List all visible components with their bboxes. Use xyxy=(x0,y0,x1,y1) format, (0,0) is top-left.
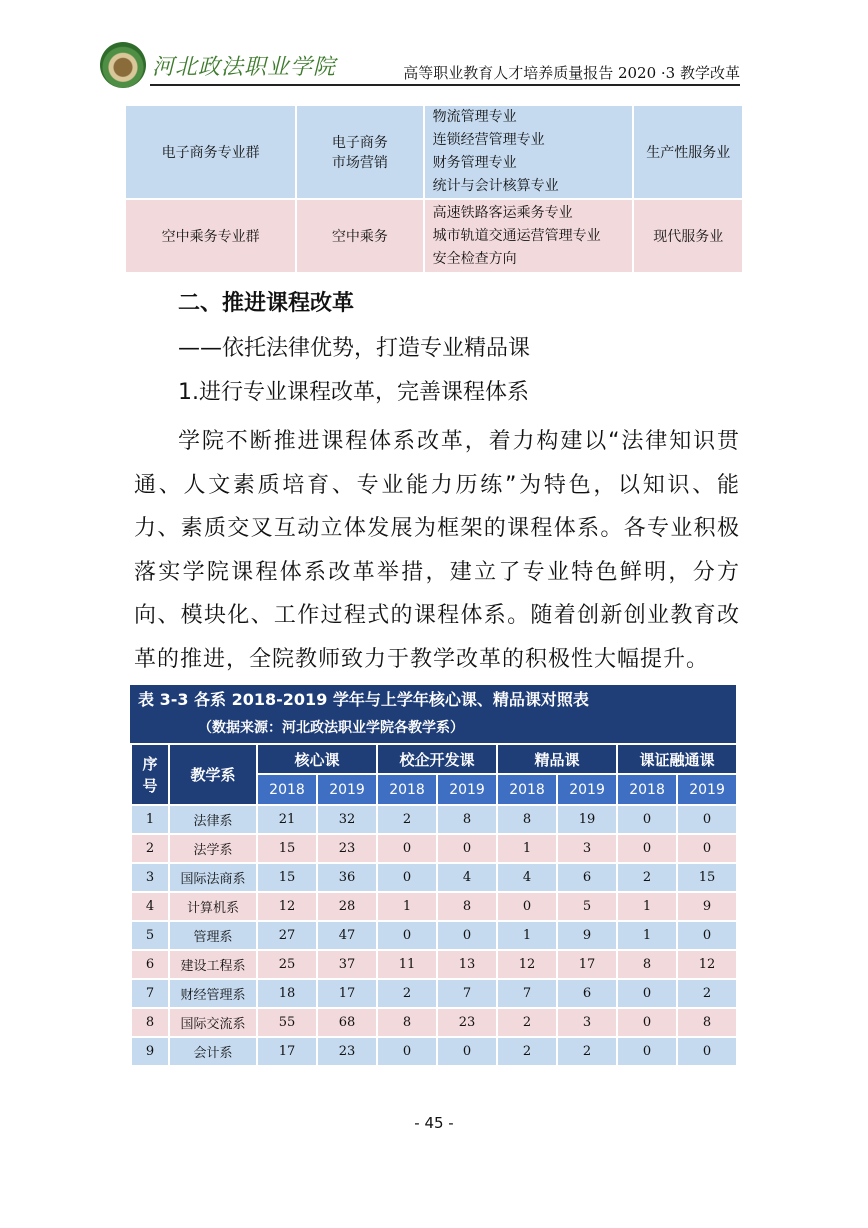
core-majors xyxy=(296,105,423,199)
value-cell: 0 xyxy=(617,1008,677,1037)
value-cell: 1 xyxy=(377,892,437,921)
value-cell: 11 xyxy=(377,950,437,979)
value-cell: 0 xyxy=(377,834,437,863)
value-cell: 2 xyxy=(377,805,437,834)
value-cell: 17 xyxy=(317,979,377,1008)
value-cell: 0 xyxy=(437,921,497,950)
department-cell: 建设工程系 xyxy=(169,950,257,979)
year-header: 2018 xyxy=(257,774,317,805)
value-cell: 23 xyxy=(317,1037,377,1066)
year-header: 2018 xyxy=(497,774,557,805)
value-cell: 18 xyxy=(257,979,317,1008)
value-cell: 15 xyxy=(257,834,317,863)
page-header xyxy=(100,40,740,86)
subsection-heading: 1.进行专业课程改革，完善课程体系 xyxy=(178,380,529,405)
major-item: 连锁经营管理专业 xyxy=(432,132,545,148)
value-cell: 21 xyxy=(257,805,317,834)
body-paragraph: 学院不断推进课程体系改革，着力构建以“法律知识贯通、人文素质培育、专业能力历练”为特色，以知识、能力、素质交叉互动立体发展为框架的课程体系。各专业积极落实学院课程体系改革举措，建立了专业特色鲜明，分方向、模块化、工作过程式的课程体系。随着创新创业教育改革的推进，全院教师致力于教学改革的积极性大幅提升。 xyxy=(134,429,740,672)
year-header: 2019 xyxy=(557,774,617,805)
department-cell: 国际交流系 xyxy=(169,1008,257,1037)
value-cell: 1 xyxy=(497,834,557,863)
value-cell: 4 xyxy=(497,863,557,892)
value-cell: 0 xyxy=(377,1037,437,1066)
value-cell: 37 xyxy=(317,950,377,979)
value-cell: 47 xyxy=(317,921,377,950)
value-cell: 0 xyxy=(677,834,737,863)
group-header: 精品课 xyxy=(497,744,617,774)
year-header: 2018 xyxy=(617,774,677,805)
value-cell: 13 xyxy=(437,950,497,979)
major-item: 高速铁路客运乘务专业 xyxy=(432,204,573,221)
value-cell: 23 xyxy=(317,834,377,863)
value-cell: 3 xyxy=(557,834,617,863)
col-no-header xyxy=(131,744,169,805)
value-cell: 2 xyxy=(557,1037,617,1066)
value-cell: 68 xyxy=(317,1008,377,1037)
value-cell: 2 xyxy=(617,863,677,892)
core-majors xyxy=(296,199,423,273)
major-item: 物流管理专业 xyxy=(432,109,517,125)
value-cell: 0 xyxy=(677,805,737,834)
related-majors xyxy=(424,105,634,199)
col-no-label: 序号 xyxy=(142,754,158,795)
row-number: 1 xyxy=(131,805,169,834)
department-cell: 管理系 xyxy=(169,921,257,950)
value-cell: 6 xyxy=(557,863,617,892)
row-number: 6 xyxy=(131,950,169,979)
table-row xyxy=(125,105,743,199)
year-header: 2019 xyxy=(437,774,497,805)
major-group-table xyxy=(124,104,744,274)
value-cell: 4 xyxy=(437,863,497,892)
value-cell: 8 xyxy=(617,950,677,979)
row-number: 2 xyxy=(131,834,169,863)
report-title: 高等职业教育人才培养质量报告 2020 ·3 教学改革 xyxy=(403,64,740,82)
value-cell: 0 xyxy=(377,863,437,892)
department-cell: 法学系 xyxy=(169,834,257,863)
value-cell: 25 xyxy=(257,950,317,979)
table-row xyxy=(131,863,737,892)
section-heading: 二、推进课程改革 xyxy=(178,291,355,316)
section-subheading: ——依托法律优势，打造专业精品课 xyxy=(178,336,531,361)
row-number: 5 xyxy=(131,921,169,950)
industry: 生产性服务业 xyxy=(633,105,743,199)
row-number: 3 xyxy=(131,863,169,892)
value-cell: 1 xyxy=(617,921,677,950)
header-divider xyxy=(150,84,740,86)
value-cell: 17 xyxy=(557,950,617,979)
course-comparison-table xyxy=(130,743,738,1067)
table-title: 表 3-3 各系 2018-2019 学年与上学年核心课、精品课对照表 xyxy=(130,685,736,714)
table-row xyxy=(131,921,737,950)
group-header: 课证融通课 xyxy=(617,744,737,774)
table-row xyxy=(131,1008,737,1037)
table-row xyxy=(131,979,737,1008)
col-dept-header: 教学系 xyxy=(169,744,257,805)
value-cell: 23 xyxy=(437,1008,497,1037)
group-name: 空中乘务专业群 xyxy=(125,199,296,273)
value-cell: 8 xyxy=(377,1008,437,1037)
value-cell: 0 xyxy=(617,805,677,834)
value-cell: 1 xyxy=(617,892,677,921)
table-row xyxy=(131,950,737,979)
table-row xyxy=(131,892,737,921)
value-cell: 2 xyxy=(677,979,737,1008)
row-number: 4 xyxy=(131,892,169,921)
value-cell: 5 xyxy=(557,892,617,921)
major-item: 城市轨道交通运营管理专业 xyxy=(432,227,601,244)
department-cell: 计算机系 xyxy=(169,892,257,921)
value-cell: 28 xyxy=(317,892,377,921)
value-cell: 0 xyxy=(617,1037,677,1066)
department-cell: 法律系 xyxy=(169,805,257,834)
value-cell: 0 xyxy=(377,921,437,950)
department-cell: 财经管理系 xyxy=(169,979,257,1008)
group-name: 电子商务专业群 xyxy=(125,105,296,199)
table-row xyxy=(131,805,737,834)
page-number: - 45 - xyxy=(414,1114,454,1132)
value-cell: 0 xyxy=(617,834,677,863)
value-cell: 9 xyxy=(557,921,617,950)
school-logo xyxy=(100,42,146,88)
value-cell: 8 xyxy=(437,805,497,834)
value-cell: 0 xyxy=(677,921,737,950)
year-header: 2019 xyxy=(677,774,737,805)
major-item: 安全检查方向 xyxy=(432,250,517,267)
major-item: 财务管理专业 xyxy=(432,155,517,171)
value-cell: 6 xyxy=(557,979,617,1008)
header-row xyxy=(131,744,737,774)
school-name: 河北政法职业学院 xyxy=(152,55,337,80)
row-number: 7 xyxy=(131,979,169,1008)
value-cell: 0 xyxy=(437,834,497,863)
core-major: 空中乘务 xyxy=(331,229,388,245)
core-major: 电子商务 xyxy=(331,135,388,151)
table-row xyxy=(131,834,737,863)
table-row xyxy=(125,199,743,273)
year-header: 2018 xyxy=(377,774,437,805)
year-header: 2019 xyxy=(317,774,377,805)
group-header: 核心课 xyxy=(257,744,377,774)
value-cell: 2 xyxy=(497,1008,557,1037)
value-cell: 19 xyxy=(557,805,617,834)
value-cell: 15 xyxy=(257,863,317,892)
value-cell: 7 xyxy=(497,979,557,1008)
value-cell: 12 xyxy=(257,892,317,921)
value-cell: 8 xyxy=(677,1008,737,1037)
value-cell: 32 xyxy=(317,805,377,834)
value-cell: 17 xyxy=(257,1037,317,1066)
value-cell: 2 xyxy=(497,1037,557,1066)
value-cell: 2 xyxy=(377,979,437,1008)
value-cell: 36 xyxy=(317,863,377,892)
row-number: 8 xyxy=(131,1008,169,1037)
value-cell: 8 xyxy=(497,805,557,834)
value-cell: 0 xyxy=(617,979,677,1008)
value-cell: 8 xyxy=(437,892,497,921)
value-cell: 3 xyxy=(557,1008,617,1037)
value-cell: 15 xyxy=(677,863,737,892)
industry: 现代服务业 xyxy=(633,199,743,273)
value-cell: 1 xyxy=(497,921,557,950)
department-cell: 国际法商系 xyxy=(169,863,257,892)
table-row xyxy=(131,1037,737,1066)
row-number: 9 xyxy=(131,1037,169,1066)
value-cell: 55 xyxy=(257,1008,317,1037)
value-cell: 7 xyxy=(437,979,497,1008)
value-cell: 0 xyxy=(437,1037,497,1066)
value-cell: 9 xyxy=(677,892,737,921)
table-source: （数据来源：河北政法职业学院各教学系） xyxy=(130,714,736,743)
table-body xyxy=(131,805,737,1066)
value-cell: 0 xyxy=(677,1037,737,1066)
core-major: 市场营销 xyxy=(331,155,388,171)
value-cell: 0 xyxy=(497,892,557,921)
value-cell: 27 xyxy=(257,921,317,950)
related-majors xyxy=(424,199,634,273)
value-cell: 12 xyxy=(497,950,557,979)
department-cell: 会计系 xyxy=(169,1037,257,1066)
group-header: 校企开发课 xyxy=(377,744,497,774)
major-item: 统计与会计核算专业 xyxy=(432,178,559,194)
value-cell: 12 xyxy=(677,950,737,979)
